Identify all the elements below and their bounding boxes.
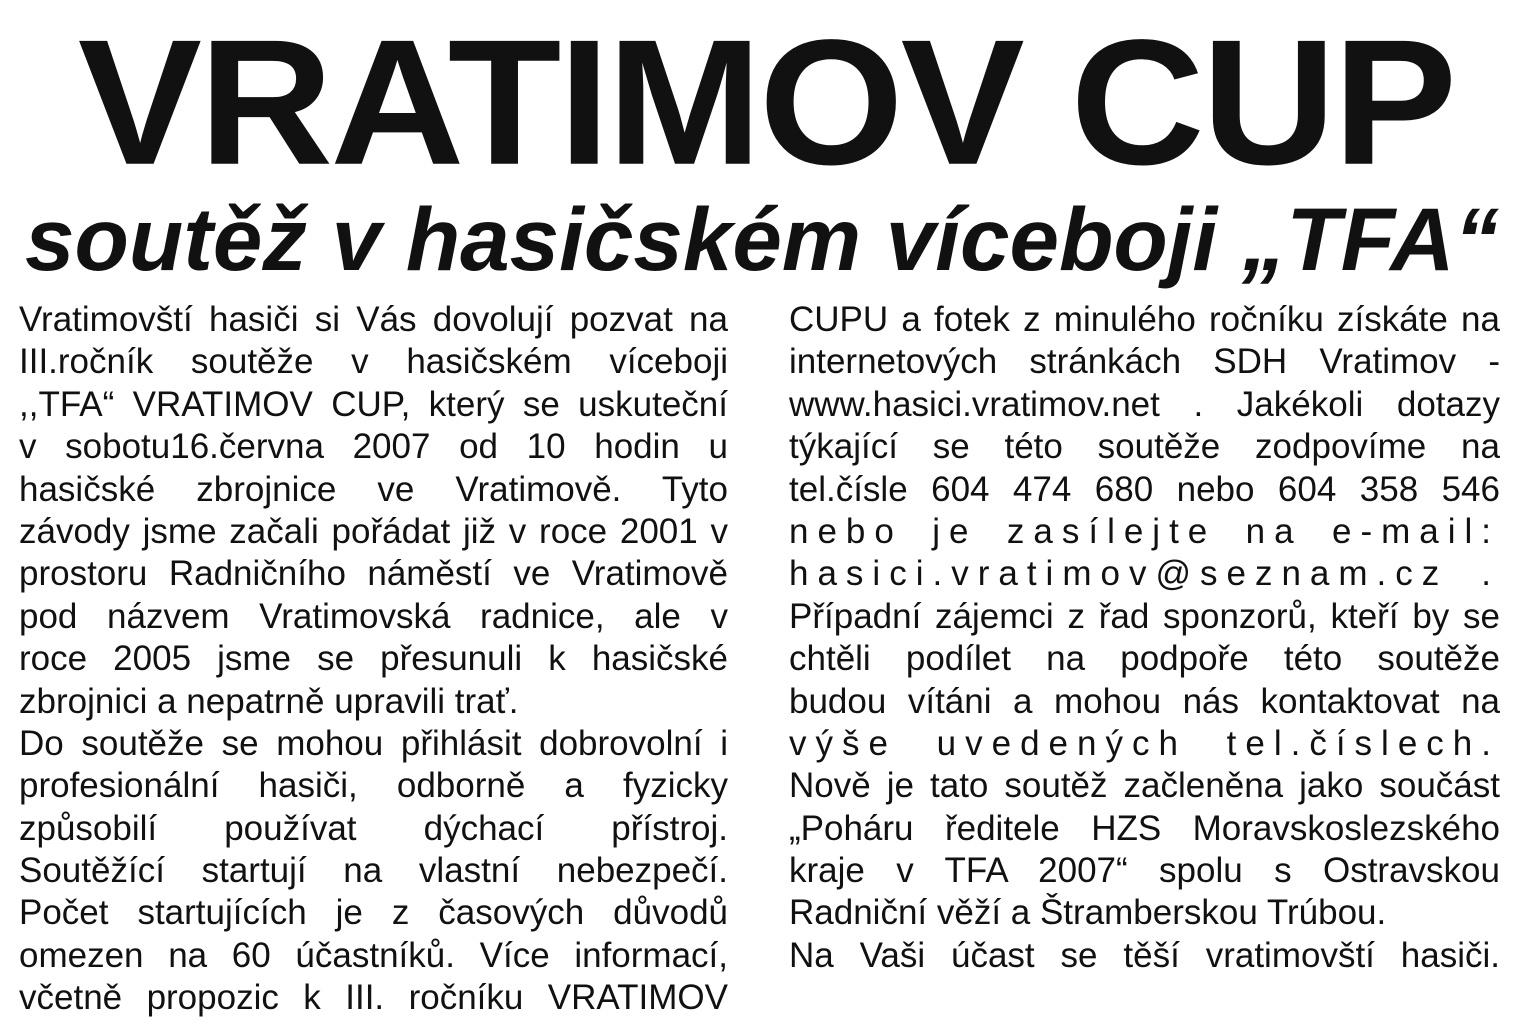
text-line: „Poháru ředitele HZS Moravskoslezského	[789, 808, 1500, 848]
text-line: chtěli podílet na podpoře této soutěže	[789, 639, 1500, 679]
text-line: nebo je zasílejte na e-mail:	[789, 511, 1500, 551]
article-left-column	[19, 299, 728, 1020]
text-line: Soutěžící startují na vlastní nebezpečí.	[19, 851, 728, 891]
text-line: způsobilí používat dýchací přístroj.	[19, 808, 728, 848]
text-line: kraje v TFA 2007“ spolu s Ostravskou	[789, 851, 1500, 891]
text-line: omezen na 60 účastníků. Více informací,	[19, 935, 728, 975]
text-line: tel.čísle 604 474 680 nebo 604 358 546	[789, 469, 1500, 509]
text-line: internetových stránkách SDH Vratimov -	[789, 342, 1500, 382]
text-line: v sobotu16.června 2007 od 10 hodin u	[19, 427, 728, 467]
text-line: Do soutěže se mohou přihlásit dobrovolní i	[19, 723, 728, 763]
page-title: VRATIMOV CUP	[77, 3, 1455, 203]
text-line: roce 2005 jsme se přesunuli k hasičské	[19, 639, 728, 679]
text-line: III.ročník soutěže v hasičském víceboji	[19, 342, 728, 382]
text-line: zbrojnici a nepatrně upravili trať.	[19, 681, 519, 721]
page-subtitle: soutěž v hasičském víceboji „TFA“	[25, 189, 1499, 289]
text-line: Radniční věží a Štramberskou Trúbou.	[789, 893, 1387, 933]
text-line: CUPU a fotek z minulého ročníku získáte na	[789, 300, 1500, 339]
text-line: Případní zájemci z řad sponzorů, kteří by se	[789, 596, 1500, 636]
text-line: prostoru Radničního náměstí ve Vratimově	[19, 554, 728, 594]
text-line: www.hasici.vratimov.net . Jakékoli dotazy	[789, 384, 1500, 424]
text-line: budou vítáni a mohou nás kontaktovat na	[789, 681, 1500, 721]
text-line: výše uvedených tel.číslech.	[789, 723, 1500, 763]
email-address: hasici.vratimov@seznam.cz .	[789, 554, 1500, 594]
text-line: závody jsme začali pořádat již v roce 2001 v	[19, 511, 728, 551]
text-line: včetně propozic k III. ročníku VRATIMOV	[19, 978, 728, 1018]
text-line: Nově je tato soutěž začleněna jako součást	[789, 766, 1500, 806]
text-line: ,,TFA“ VRATIMOV CUP, který se uskuteční	[19, 384, 728, 424]
text-line: Počet startujících je z časových důvodů	[19, 893, 728, 933]
text-line: Na Vaši účast se těší vratimovští hasiči.	[789, 935, 1500, 975]
text-line: pod názvem Vratimovská radnice, ale v	[19, 596, 728, 636]
text-line: profesionální hasiči, odborně a fyzicky	[19, 766, 728, 806]
article-right-column	[789, 299, 1500, 977]
text-line: Vratimovští hasiči si Vás dovolují pozvat na	[19, 300, 728, 339]
text-line: hasičské zbrojnice ve Vratimově. Tyto	[19, 469, 728, 509]
text-line: týkající se této soutěže zodpovíme na	[789, 427, 1500, 467]
